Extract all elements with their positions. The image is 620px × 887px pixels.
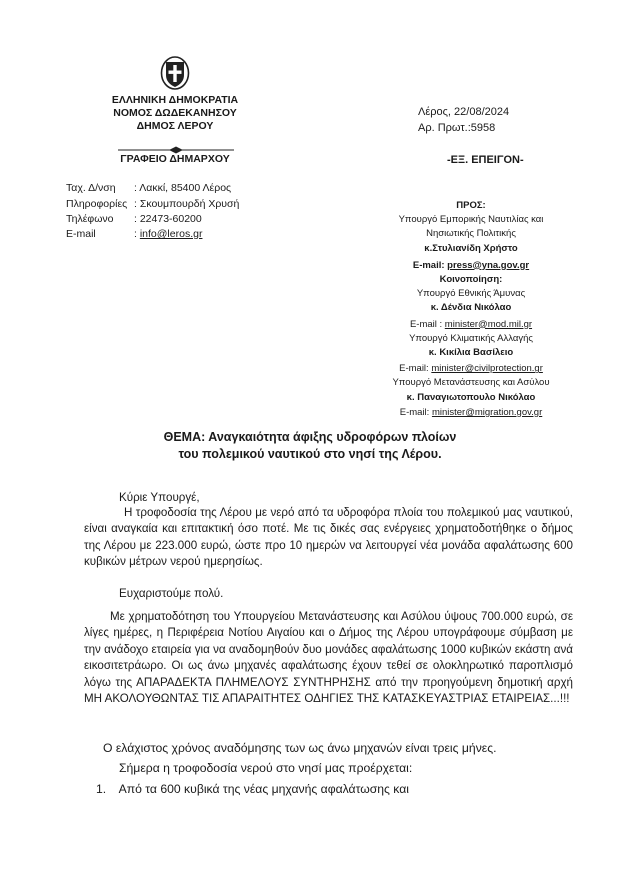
recipient-email-link[interactable]: minister@migration.gov.gr	[431, 406, 543, 418]
header-prefecture: ΝΟΜΟΣ ΔΩΔΕΚΑΝΗΣΟΥ	[113, 107, 237, 119]
email-label: E-mail:	[399, 363, 432, 375]
list-item	[96, 781, 409, 797]
contact-block	[66, 181, 316, 242]
recipient-email-row	[366, 259, 576, 273]
header-republic: ΕΛΛΗΝΙΚΗ ΔΗΜΟΚΡΑΤΙΑ	[111, 94, 239, 106]
contact-label: Πληροφορίες	[66, 198, 128, 210]
salutation: Κύριε Υπουργέ,	[119, 491, 200, 504]
subject-line-1: ΘΕΜΑ: Αναγκαιότητα άφιξης υδροφόρων πλοίων	[163, 430, 457, 444]
email-label: E-mail:	[412, 259, 448, 271]
contact-label: Ταχ. Δ/νση	[66, 182, 116, 194]
contact-label: Τηλέφωνο	[66, 213, 114, 225]
coat-of-arms-emblem	[160, 55, 190, 91]
paragraph-funding: Η τροφοδοσία της Λέρου με νερό από τα υδροφόρα πλοία του πολεμικού μας ναυτικού, είναι αναγκαία και επιτακτική όσο ποτέ. Με τις δικές σας ενέργειες χρηματοδοτήθηκε ο δήμος της Λέρου με 223.000 ευρώ, ώστε προ 10 ημερών να λειτουργεί νέα μονάδα αφαλάτωσης 600 κυβικών μέτρων νερού ημερησίως.	[84, 506, 573, 569]
recipient-name: κ. Παναγιωτοπουλο Νικόλαο	[406, 391, 536, 403]
document-date: Λέρος, 22/08/2024	[418, 106, 510, 118]
recipient-org: Υπουργό Εθνικής Άμυνας	[416, 288, 526, 300]
recipient-email-link[interactable]: minister@mod.mil.gr	[444, 318, 533, 330]
contact-row	[66, 181, 316, 197]
contact-row	[66, 212, 316, 227]
recipient-org: Υπουργό Κλιματικής Αλλαγής	[409, 332, 533, 344]
list-item-number: 1.	[96, 782, 107, 796]
paragraph-rebuild-time: Ο ελάχιστος χρόνος αναδόμησης των ως άνω μηχανών είναι τρεις μήνες.	[103, 741, 497, 755]
recipient-email-link[interactable]: minister@civilprotection.gr	[431, 363, 543, 375]
header-divider	[118, 141, 234, 149]
email-address[interactable]: info@leros.gr	[139, 228, 203, 240]
recipient-org: Υπουργό Εμπορικής Ναυτιλίας και	[398, 214, 544, 226]
contact-value: : Λακκί, 85400 Λέρος	[134, 182, 232, 194]
subject-line-2: του πολεμικού ναυτικού στο νησί της Λέρου.	[178, 447, 442, 461]
protocol-number: Αρ. Πρωτ.:5958	[418, 122, 496, 134]
recipient-name: κ. Δένδια Νικόλαο	[430, 302, 512, 314]
email-label: E-mail:	[399, 406, 432, 418]
recipient-email-link[interactable]: press@yna.gov.gr	[447, 259, 530, 271]
paragraph-desalination: Με χρηματοδότηση του Υπουργείου Μετανάστευσης και Ασύλου ύψους 700.000 ευρώ, σε λίγες ημέρες, η Περιφέρεια Νοτίου Αιγαίου και ο Δήμος της Λέρου υπογράφουμε σύμβαση με την ανάδοχο εταιρεία για να αναδομηθούν δυο μονάδες αφαλάτωσης 1000 κυβικών εκάστη ανά εικοσιτετράωρο. Οι ως άνω μηχανές αφαλάτωσης έχουν τεθεί σε ολοκληρωτικό παροπλισμό λόγω της ΑΠΑΡΑΔΕΚΤΑ ΠΛΗΜΕΛΟΥΣ ΣΥΝΤΗΡΗΣΗΣ από την προηγούμενη δημοτική αρχή ΜΗ ΑΚΟΛΟΥΘΩΝΤΑΣ ΤΙΣ ΑΠΑΡΑΙΤΗΤΕΣ ΟΔΗΓΙΕΣ ΤΗΣ ΚΑΤΑΣΚΕΥΑΣΤΡΙΑΣ ΕΤΑΙΡΕΙΑΣ...!!!	[84, 610, 573, 706]
email-label: E-mail :	[409, 318, 445, 330]
recipient-org: Υπουργό Μετανάστευσης και Ασύλου	[392, 377, 550, 389]
recipients-block	[366, 199, 576, 420]
header-municipality: ΔΗΜΟΣ ΛΕΡΟΥ	[136, 120, 214, 132]
cc-label: Κοινοποίηση:	[439, 274, 503, 286]
contact-value: : Σκουμπουρδή Χρυσή	[134, 198, 240, 210]
contact-row	[66, 227, 316, 242]
recipient-email-row	[366, 318, 576, 332]
mayor-office: ΓΡΑΦΕΙΟ ΔΗΜΑΡΧΟΥ	[120, 153, 230, 165]
contact-value: : 22473-60200	[134, 213, 202, 225]
to-label: ΠΡΟΣ:	[456, 200, 486, 211]
urgent-label: -ΕΞ. ΕΠΕΙΓΟΝ-	[447, 154, 524, 166]
recipient-name: κ.Στυλιανίδη Χρήστο	[424, 242, 518, 254]
recipient-email-row	[366, 406, 576, 420]
contact-label: E-mail	[66, 228, 96, 240]
contact-email-link[interactable]: : info@leros.gr	[134, 228, 203, 240]
recipient-name: κ. Κικίλια Βασίλειο	[428, 347, 514, 359]
recipient-email-row	[366, 362, 576, 376]
paragraph-water-supply: Σήμερα η τροφοδοσία νερού στο νησί μας προέρχεται:	[119, 761, 413, 775]
contact-row	[66, 197, 316, 212]
list-item-text: Από τα 600 κυβικά της νέας μηχανής αφαλάτωσης και	[118, 782, 410, 796]
recipient-org: Νησιωτικής Πολιτικής	[426, 228, 516, 240]
thanks-line: Ευχαριστούμε πολύ.	[119, 587, 224, 600]
